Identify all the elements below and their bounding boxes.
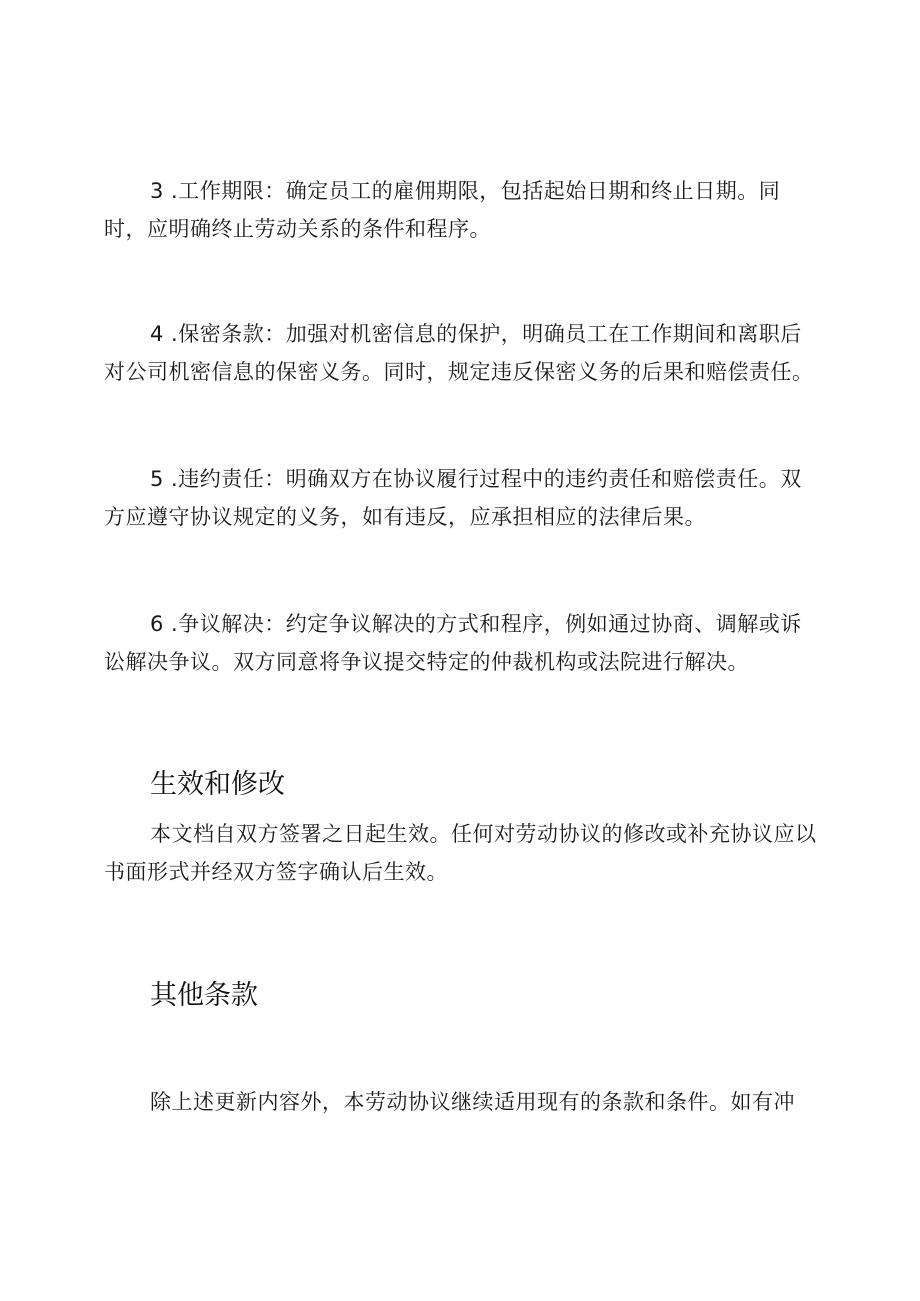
- clause-breach-liability: 5 .违约责任：明确双方在协议履行过程中的违约责任和赔偿责任。双方应遵守协议规定的义务，如有违反，应承担相应的法律后果。: [104, 467, 802, 529]
- section-heading-effect: 生效和修改: [150, 769, 285, 800]
- clause-confidentiality: 4 .保密条款：加强对机密信息的保护，明确员工在工作期间和离职后对公司机密信息的保密义务。同时，规定违反保密义务的后果和赔偿责任。: [104, 322, 814, 384]
- clause-dispute-resolution: 6 .争议解决：约定争议解决的方式和程序，例如通过协商、调解或诉讼解决争议。双方同意将争议提交特定的仲裁机构或法院进行解决。: [104, 612, 802, 674]
- clause-work-term: 3 .工作期限：确定员工的雇佣期限，包括起始日期和终止日期。同时，应明确终止劳动关系的条件和程序。: [104, 179, 781, 241]
- section-text-other: 除上述更新内容外，本劳动协议继续适用现有的条款和条件。如有冲: [150, 1090, 795, 1114]
- section-text-effect: 本文档自双方签署之日起生效。任何对劳动协议的修改或补充协议应以书面形式并经双方签字确认后生效。: [104, 822, 817, 884]
- section-heading-other: 其他条款: [150, 980, 258, 1011]
